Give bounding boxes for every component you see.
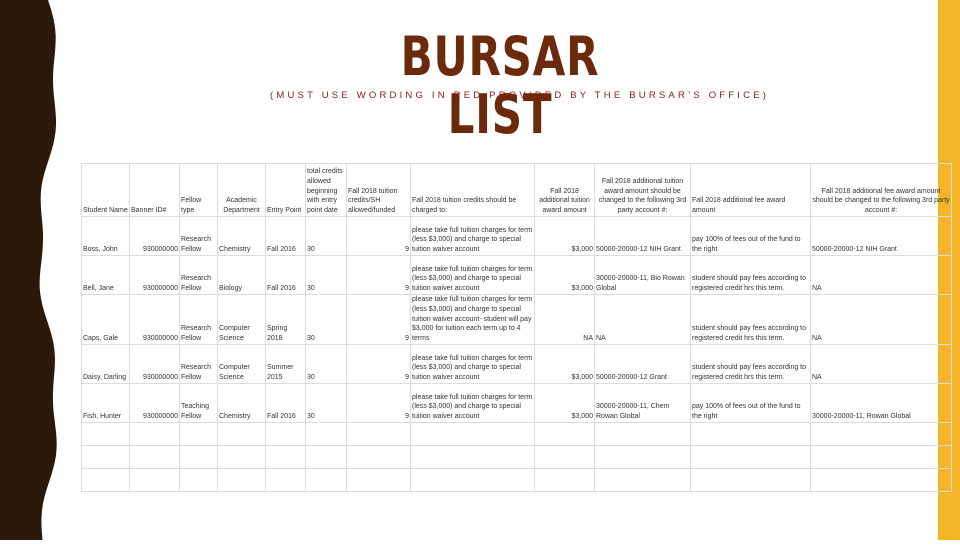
- cell-banner-id: 930000000: [130, 344, 180, 383]
- wavy-border-shape: [0, 0, 62, 540]
- cell-banner-id: 930000000: [130, 295, 180, 345]
- header-tuition-charged-to: Fall 2018 tuition credits should be charged to:: [411, 164, 535, 217]
- cell-fellow-type: Teaching Fellow: [180, 383, 218, 422]
- cell-entry-point: Spring 2018: [266, 295, 306, 345]
- empty-table-row: [82, 422, 952, 445]
- cell-tuition-award-account: 30000-20000-11, Chem Rowan Global: [595, 383, 691, 422]
- header-tuition-award-amount: Fall 2018 additional tuition award amount: [535, 164, 595, 217]
- left-border-decoration: [0, 0, 62, 540]
- cell-tuition-charged-to: please take full tuition charges for term (less $3,000) and charge to special tuition waiver account: [411, 344, 535, 383]
- cell-department: Computer Science: [218, 344, 266, 383]
- cell-student-name: Fish, Hunter: [82, 383, 130, 422]
- header-tuition-award-account: Fall 2018 additional tuition award amount should be changed to the following 3rd party account #:: [595, 164, 691, 217]
- cell-tuition-award-account: 50000-20000-12 Grant: [595, 344, 691, 383]
- header-tuition-credits: Fall 2018 tuition credits/SH allowed/funded: [347, 164, 411, 217]
- table-row: [82, 383, 952, 422]
- cell-fee-award-amount: student should pay fees according to registered credit hrs this term.: [691, 344, 811, 383]
- page-subtitle: (MUST USE WORDING IN RED PROVIDED BY THE BURSAR’S OFFICE): [270, 90, 770, 101]
- cell-total-credits: 30: [306, 383, 347, 422]
- cell-tuition-award-amount: NA: [535, 295, 595, 345]
- header-total-credits: total credits allowed beginning with entry point date: [306, 164, 347, 217]
- cell-fellow-type: Research Fellow: [180, 295, 218, 345]
- header-student-name: Student Name: [82, 164, 130, 217]
- table-row: [82, 295, 952, 345]
- cell-student-name: Caps, Gale: [82, 295, 130, 345]
- cell-student-name: Boss, John: [82, 217, 130, 256]
- header-banner-id: Banner ID#: [130, 164, 180, 217]
- cell-department: Computer Science: [218, 295, 266, 345]
- cell-total-credits: 30: [306, 344, 347, 383]
- cell-fellow-type: Research Fellow: [180, 344, 218, 383]
- cell-department: Biology: [218, 256, 266, 295]
- cell-fee-award-account: 50000-20000-12 NIH Grant: [811, 217, 952, 256]
- header-row: [82, 164, 952, 217]
- empty-table-row: [82, 468, 952, 491]
- header-fellow-type: Fellow type: [180, 164, 218, 217]
- cell-tuition-credits: 9: [347, 344, 411, 383]
- cell-fee-award-amount: pay 100% of fees out of the fund to the right: [691, 217, 811, 256]
- cell-fee-award-amount: pay 100% of fees out of the fund to the right: [691, 383, 811, 422]
- cell-student-name: Daisy, Darling: [82, 344, 130, 383]
- cell-tuition-credits: 9: [347, 383, 411, 422]
- cell-tuition-charged-to: please take full tuition charges for term (less $3,000) and charge to special tuition waiver account: [411, 383, 535, 422]
- cell-student-name: Bell, Jane: [82, 256, 130, 295]
- cell-tuition-credits: 9: [347, 217, 411, 256]
- cell-fee-award-account: NA: [811, 344, 952, 383]
- table-row: [82, 344, 952, 383]
- cell-tuition-award-account: NA: [595, 295, 691, 345]
- cell-fee-award-amount: student should pay fees according to registered credit hrs this term.: [691, 256, 811, 295]
- cell-tuition-award-account: 50000-20000-12 NIH Grant: [595, 217, 691, 256]
- cell-total-credits: 30: [306, 295, 347, 345]
- cell-entry-point: Fall 2016: [266, 383, 306, 422]
- cell-fellow-type: Research Fellow: [180, 256, 218, 295]
- cell-department: Chemistry: [218, 383, 266, 422]
- cell-banner-id: 930000000: [130, 217, 180, 256]
- cell-fellow-type: Research Fellow: [180, 217, 218, 256]
- header-academic-department: Academic Department: [218, 164, 266, 217]
- header-fee-award-account: Fall 2018 additional fee award amount should be changed to the following 3rd party account #:: [811, 164, 952, 217]
- cell-entry-point: Fall 2016: [266, 217, 306, 256]
- cell-tuition-award-account: 30000-20000-11, Bio Rowan Global: [595, 256, 691, 295]
- bursar-table: [81, 163, 952, 492]
- cell-total-credits: 30: [306, 256, 347, 295]
- table-row: [82, 256, 952, 295]
- cell-fee-award-account: 30000-20000-11, Rowan Global: [811, 383, 952, 422]
- cell-tuition-charged-to: please take full tuition charges for term (less $3,000) and charge to special tuition waiver account: [411, 256, 535, 295]
- header-entry-point: Entry Point: [266, 164, 306, 217]
- cell-tuition-award-amount: $3,000: [535, 256, 595, 295]
- page-title: BURSAR LIST: [400, 25, 600, 146]
- cell-entry-point: Summer 2015: [266, 344, 306, 383]
- empty-table-row: [82, 445, 952, 468]
- cell-tuition-award-amount: $3,000: [535, 344, 595, 383]
- cell-total-credits: 30: [306, 217, 347, 256]
- cell-banner-id: 930000000: [130, 256, 180, 295]
- cell-entry-point: Fall 2016: [266, 256, 306, 295]
- cell-fee-award-account: NA: [811, 295, 952, 345]
- cell-tuition-credits: 9: [347, 256, 411, 295]
- cell-tuition-charged-to: please take full tuition charges for term (less $3,000) and charge to special tuition waiver account: [411, 217, 535, 256]
- cell-banner-id: 930000000: [130, 383, 180, 422]
- cell-fee-award-amount: student should pay fees according to registered credit hrs this term.: [691, 295, 811, 345]
- cell-tuition-credits: 9: [347, 295, 411, 345]
- cell-fee-award-account: NA: [811, 256, 952, 295]
- table-row: [82, 217, 952, 256]
- header-fee-award-amount: Fall 2018 additional fee award amount: [691, 164, 811, 217]
- cell-tuition-charged-to: please take full tuition charges for term (less $3,000) and charge to special tuition waiver account- student will pay $3,000 for tuition each term up to 4 terms: [411, 295, 535, 345]
- cell-tuition-award-amount: $3,000: [535, 383, 595, 422]
- cell-tuition-award-amount: $3,000: [535, 217, 595, 256]
- cell-department: Chemistry: [218, 217, 266, 256]
